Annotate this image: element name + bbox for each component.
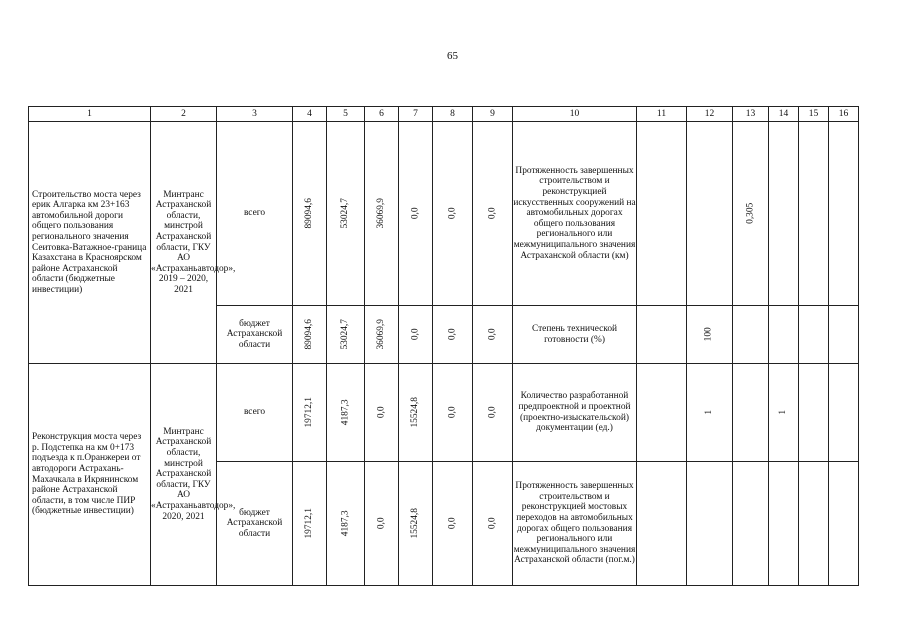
indicator-value bbox=[769, 462, 799, 586]
col-header: 7 bbox=[399, 107, 433, 122]
value-2020: 0,0 bbox=[376, 517, 387, 530]
object-name: Реконструкция моста через р. Подстепка на км 0+173 подъезда к п.Оранжереи от автодороги Астрахань-Махачкала в Икрянинском районе Астраханской области, в том числе ПИР (бюджетные инвестиции) bbox=[29, 364, 151, 586]
value-2019: 53024,7 bbox=[340, 319, 351, 350]
indicator: Степень технической готовности (%) bbox=[513, 306, 637, 364]
indicator-value bbox=[637, 462, 687, 586]
executor: Минтранс Астраханской области, минстрой Астраханской области, ГКУ АО «Астраханьавтодор», 2019 – 2020, 2021 bbox=[151, 122, 217, 364]
indicator-value bbox=[829, 306, 859, 364]
value-2019: 4187,3 bbox=[340, 399, 351, 426]
funding-source: бюджет Астраханской области bbox=[217, 306, 293, 364]
value-2023: 0,0 bbox=[487, 207, 498, 220]
indicator-value bbox=[637, 306, 687, 364]
col-header: 14 bbox=[769, 107, 799, 122]
indicator-value bbox=[769, 306, 799, 364]
indicator-value bbox=[799, 364, 829, 462]
indicator-value bbox=[799, 122, 829, 306]
value-total: 19712,1 bbox=[304, 397, 315, 428]
investment-table bbox=[28, 106, 859, 586]
indicator-value: 1 bbox=[704, 410, 715, 415]
value-2022: 0,0 bbox=[447, 328, 458, 341]
col-header: 4 bbox=[293, 107, 327, 122]
executor: Минтранс Астраханской области, минстрой Астраханской области, ГКУ АО «Астраханьавтодор», 2020, 2021 bbox=[151, 364, 217, 586]
value-2023: 0,0 bbox=[487, 517, 498, 530]
indicator-value bbox=[799, 462, 829, 586]
value-2019: 53024,7 bbox=[340, 198, 351, 229]
value-2021: 0,0 bbox=[410, 328, 421, 341]
col-header: 2 bbox=[151, 107, 217, 122]
value-2023: 0,0 bbox=[487, 406, 498, 419]
col-header: 13 bbox=[733, 107, 769, 122]
indicator-value: 100 bbox=[704, 327, 715, 342]
value-total: 19712,1 bbox=[304, 508, 315, 539]
value-2020: 36069,9 bbox=[376, 319, 387, 350]
value-2022: 0,0 bbox=[447, 517, 458, 530]
object-name: Строительство моста через ерик Алгарка км 23+163 автомобильной дороги общего пользования регионального значения Сеитовка-Ватажное-граница Казахстана в Красноярском районе Астраханской области (бюджетные инвестиции) bbox=[29, 122, 151, 364]
col-header: 16 bbox=[829, 107, 859, 122]
value-2022: 0,0 bbox=[447, 406, 458, 419]
value-2021: 0,0 bbox=[410, 207, 421, 220]
indicator-value bbox=[829, 122, 859, 306]
indicator-value: 0,305 bbox=[745, 202, 756, 225]
col-header: 3 bbox=[217, 107, 293, 122]
value-2021: 15524,8 bbox=[410, 508, 421, 539]
col-header: 9 bbox=[473, 107, 513, 122]
indicator-value bbox=[637, 122, 687, 306]
indicator-value bbox=[733, 462, 769, 586]
indicator-value bbox=[687, 462, 733, 586]
col-header: 12 bbox=[687, 107, 733, 122]
col-header: 11 bbox=[637, 107, 687, 122]
indicator: Количество разработанной предпроектной и проектной (проектно-изыскательской) документации (ед.) bbox=[513, 364, 637, 462]
indicator: Протяженность завершенных строительством и реконструкцией искусственных сооружений на автомобильных дорогах общего пользования регионального или межмуниципального значения Астраханской области (км) bbox=[513, 122, 637, 306]
indicator: Протяженность завершенных строительством и реконструкцией мостовых переходов на автомобильных дорогах общего пользования регионального или межмуниципального значения Астраханской области (пог.м.) bbox=[513, 462, 637, 586]
funding-source: всего bbox=[217, 122, 293, 306]
value-2023: 0,0 bbox=[487, 328, 498, 341]
indicator-value bbox=[687, 122, 733, 306]
page-number: 65 bbox=[447, 50, 458, 62]
value-2021: 15524,8 bbox=[410, 397, 421, 428]
indicator-value bbox=[637, 364, 687, 462]
value-2020: 0,0 bbox=[376, 406, 387, 419]
table-row bbox=[29, 364, 859, 462]
value-2022: 0,0 bbox=[447, 207, 458, 220]
table-row bbox=[29, 122, 859, 306]
col-header: 8 bbox=[433, 107, 473, 122]
indicator-value bbox=[733, 364, 769, 462]
indicator-value bbox=[829, 462, 859, 586]
col-header: 1 bbox=[29, 107, 151, 122]
funding-source: всего bbox=[217, 364, 293, 462]
indicator-value bbox=[769, 122, 799, 306]
value-total: 89094,6 bbox=[304, 319, 315, 350]
col-header: 15 bbox=[799, 107, 829, 122]
value-2020: 36069,9 bbox=[376, 198, 387, 229]
col-header: 6 bbox=[365, 107, 399, 122]
col-header: 10 bbox=[513, 107, 637, 122]
indicator-value bbox=[733, 306, 769, 364]
indicator-value bbox=[829, 364, 859, 462]
column-number-row bbox=[29, 107, 859, 122]
value-2019: 4187,3 bbox=[340, 510, 351, 537]
value-total: 89094,6 bbox=[304, 198, 315, 229]
indicator-value bbox=[799, 306, 829, 364]
funding-source: бюджет Астраханской области bbox=[217, 462, 293, 586]
indicator-value: 1 bbox=[778, 410, 789, 415]
col-header: 5 bbox=[327, 107, 365, 122]
